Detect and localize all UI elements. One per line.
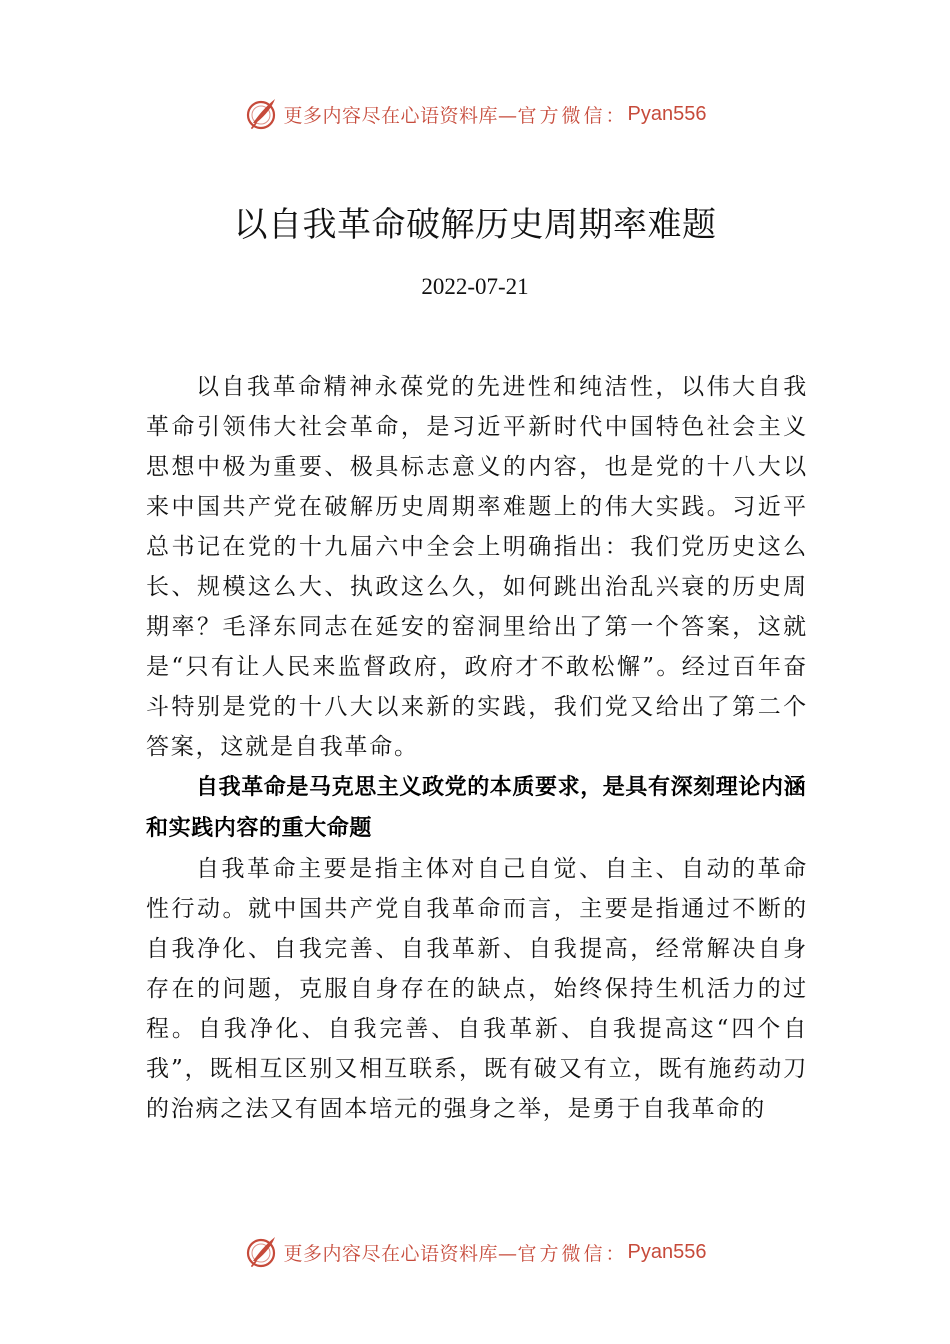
- quill-seal-logo-icon: [244, 1234, 280, 1270]
- footer-watermark-banner: [0, 1232, 950, 1272]
- document-date: 2022-07-21: [421, 274, 529, 299]
- watermark-wechat-id: Pyan556: [627, 102, 707, 125]
- quill-seal-logo-icon: [244, 96, 280, 132]
- watermark-wechat-label: 官方微信：: [517, 104, 628, 127]
- header-watermark-banner: [0, 94, 950, 134]
- watermark-wechat-id: Pyan556: [627, 1240, 707, 1263]
- section-paragraph: 自我革命主要是指主体对自己自觉、自主、自动的革命性行动。就中国共产党自我革命而言，主要是指通过不断的自我净化、自我完善、自我革新、自我提高，经常解决自身存在的问题，克服自身存在的缺点，始终保持生机活力的过程。自我净化、自我完善、自我革新、自我提高这“四个自我”，既相互区别又相互联系，既有破又有立，既有施药动刀的治病之法又有固本培元的强身之举，是勇于自我革命的: [146, 856, 808, 1122]
- article-body: [146, 367, 808, 1129]
- intro-paragraph: 以自我革命精神永葆党的先进性和纯洁性，以伟大自我革命引领伟大社会革命，是习近平新时代中国特色社会主义思想中极为重要、极具标志意义的内容，也是党的十八大以来中国共产党在破解历史周期率难题上的伟大实践。习近平总书记在党的十九届六中全会上明确指出：我们党历史这么长、规模这么大、执政这么久，如何跳出治乱兴衰的历史周期率？毛泽东同志在延安的窑洞里给出了第一个答案，这就是“只有让人民来监督政府，政府才不敢松懈”。经过百年奋斗特别是党的十八大以来新的实践，我们党又给出了第二个答案，这就是自我革命。: [146, 374, 808, 760]
- document-title: 以自我革命破解历史周期率难题: [233, 205, 717, 245]
- watermark-promo-text: 更多内容尽在心语资料库—: [283, 104, 518, 127]
- watermark-wechat-label: 官方微信：: [517, 1242, 628, 1265]
- watermark-promo-text: 更多内容尽在心语资料库—: [283, 1242, 518, 1265]
- section-heading: 自我革命是马克思主义政党的本质要求，是具有深刻理论内涵和实践内容的重大命题: [146, 775, 807, 841]
